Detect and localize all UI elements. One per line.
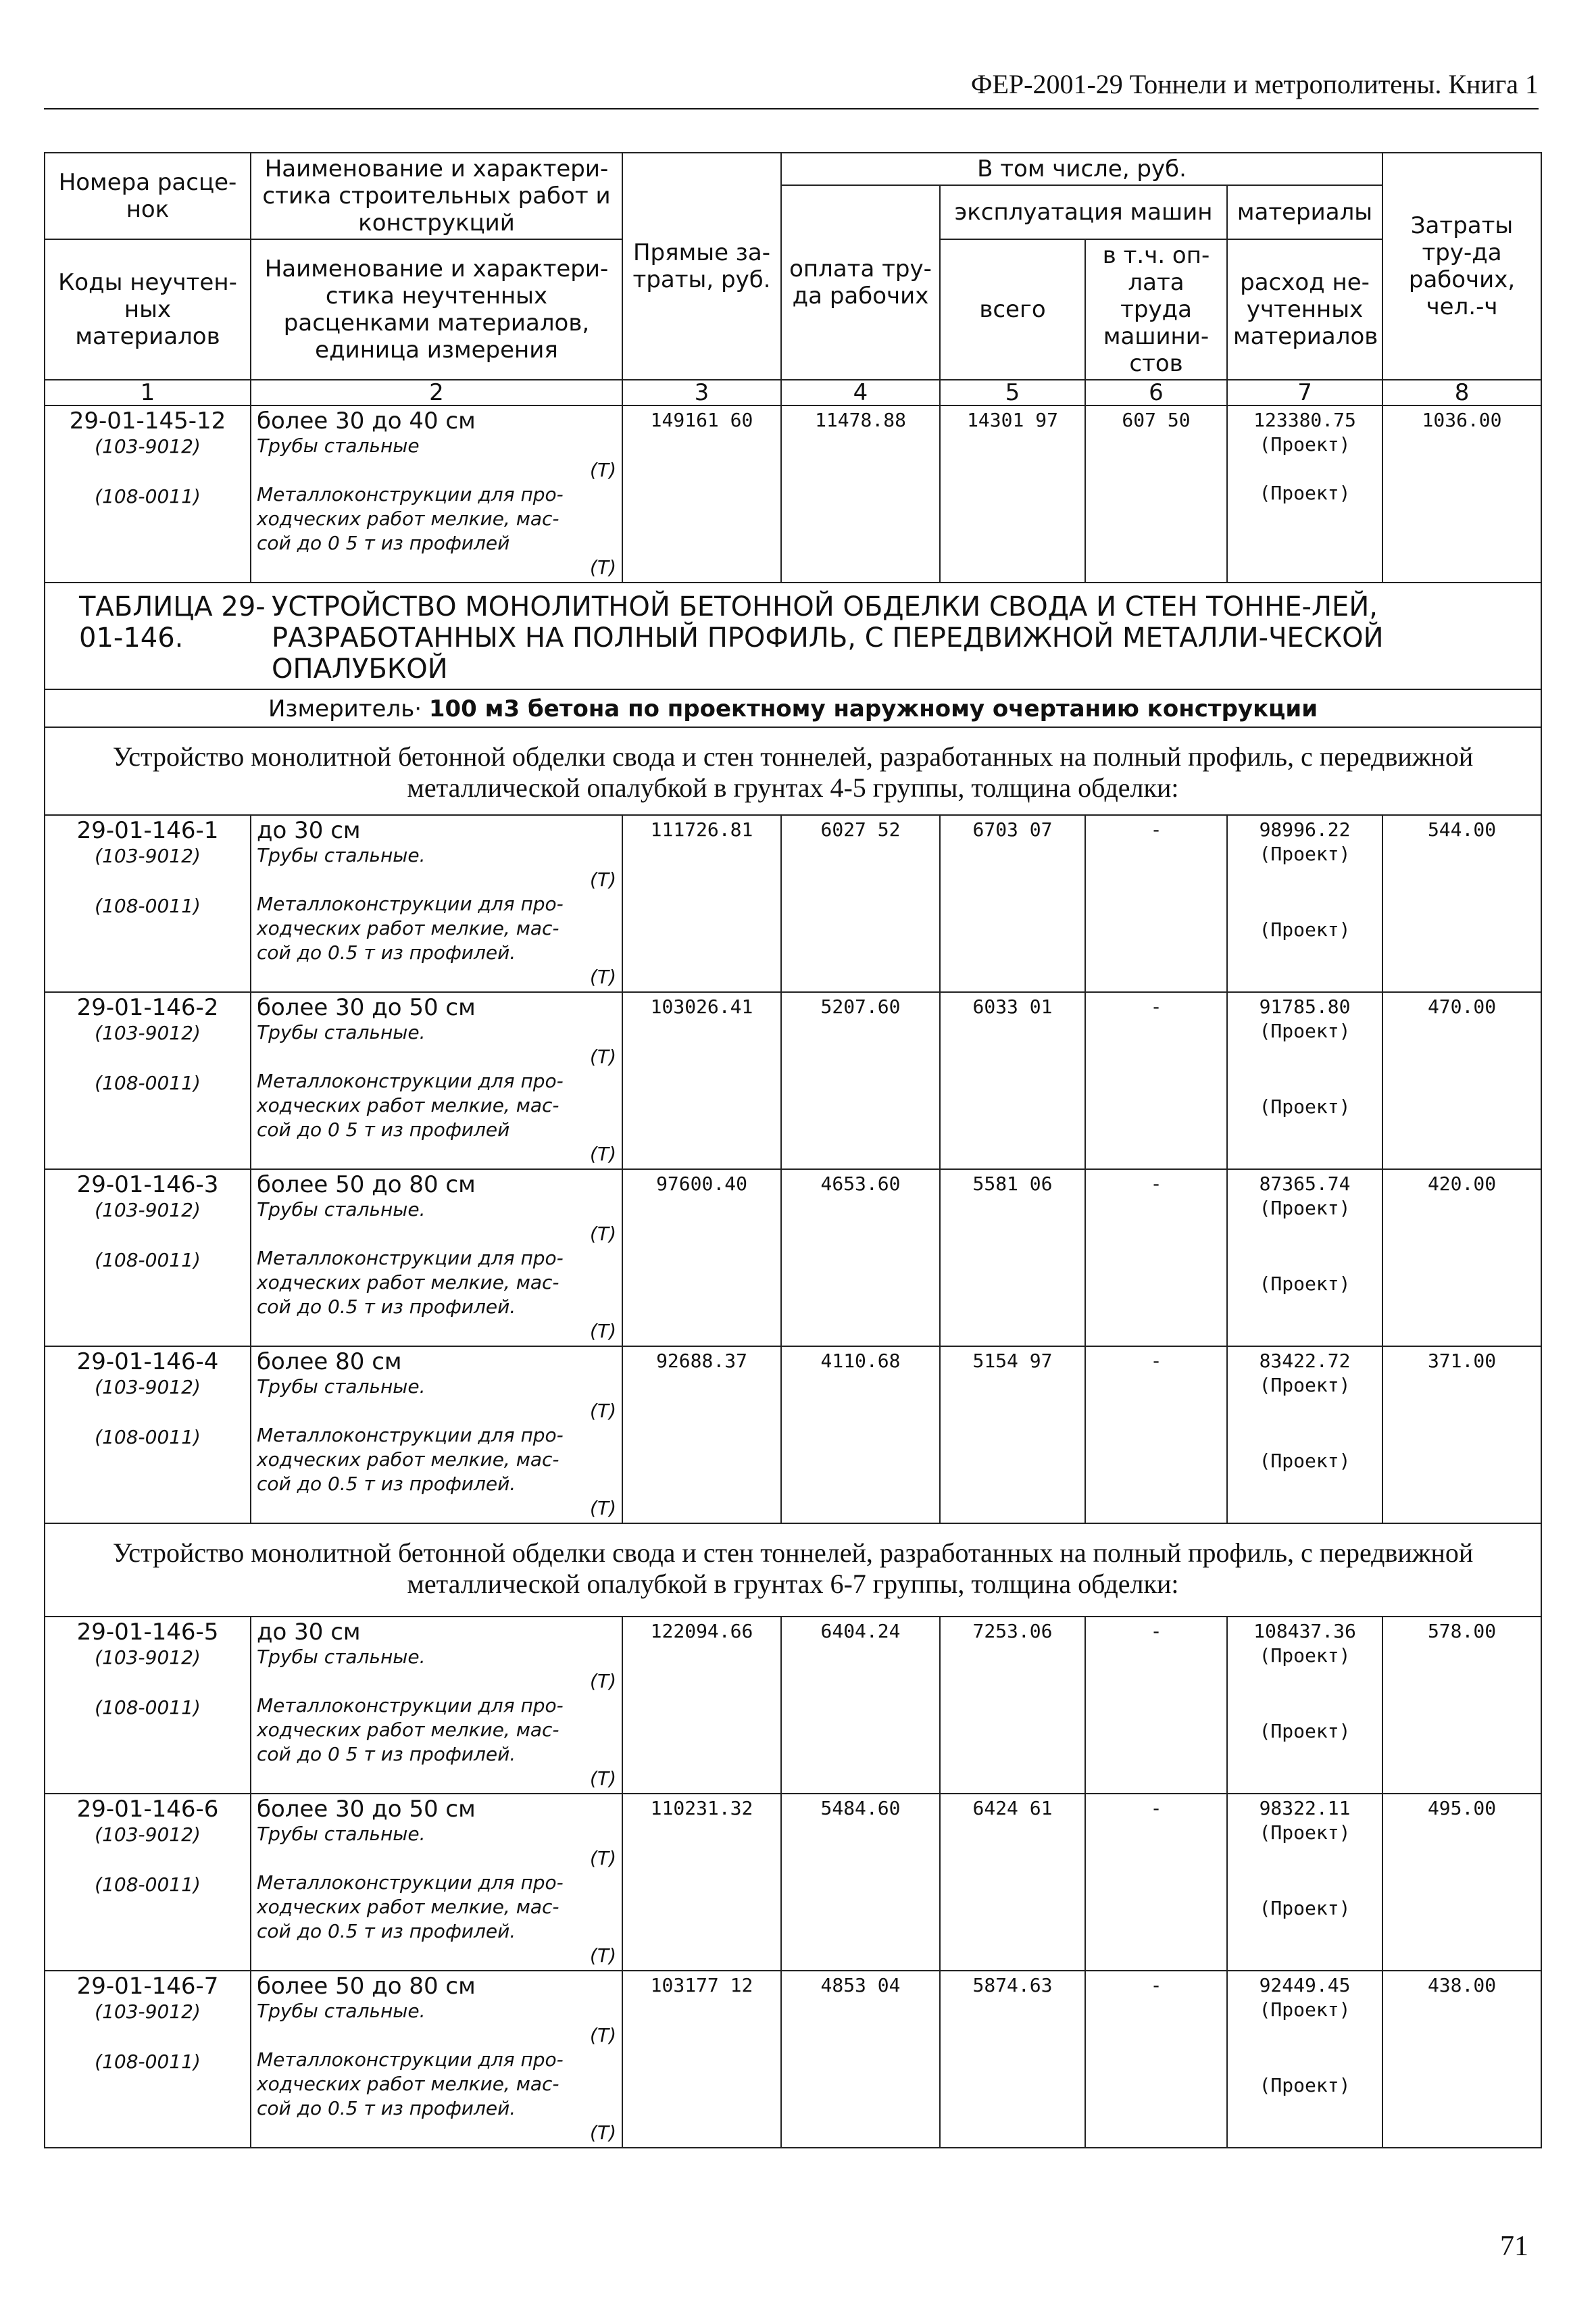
material-name: Трубы стальные. bbox=[257, 844, 426, 866]
project-note: (Проект) bbox=[1259, 2074, 1351, 2096]
unit: (Т) bbox=[590, 1497, 616, 1519]
project-note: (Проект) bbox=[1259, 1273, 1351, 1295]
col1-header-top: Номера расце-нок bbox=[45, 153, 251, 239]
material-code: (103-9012) bbox=[95, 1199, 201, 1221]
table-row bbox=[45, 1346, 1541, 1523]
material-name: Трубы стальные bbox=[257, 435, 420, 457]
project-note: (Проект) bbox=[1259, 1998, 1351, 2021]
table-row bbox=[45, 1169, 1541, 1346]
machinists-pay: - bbox=[1085, 1971, 1227, 2148]
machines-total: 5154 97 bbox=[940, 1346, 1085, 1523]
material-code: (103-9012) bbox=[95, 1022, 201, 1044]
material-name: Трубы стальные. bbox=[257, 1646, 426, 1668]
col-number: 6 bbox=[1085, 380, 1227, 405]
materials-value: 91785.80 bbox=[1259, 995, 1351, 1018]
table-row bbox=[45, 1617, 1541, 1794]
materials-value: 98322.11 bbox=[1259, 1797, 1351, 1819]
material-name: ходческих работ мелкие, мас- bbox=[257, 1094, 559, 1116]
material-name: Трубы стальные. bbox=[257, 1375, 426, 1398]
material-name: ходческих работ мелкие, мас- bbox=[257, 917, 559, 939]
material-name: ходческих работ мелкие, мас- bbox=[257, 508, 559, 530]
material-name: ходческих работ мелкие, мас- bbox=[257, 1271, 559, 1294]
unit: (Т) bbox=[590, 1045, 616, 1068]
direct-costs: 92688.37 bbox=[622, 1346, 781, 1523]
materials-value: 123380.75 bbox=[1253, 409, 1356, 431]
direct-costs: 111726.81 bbox=[622, 815, 781, 992]
unit: (Т) bbox=[590, 1320, 616, 1342]
material-name: Металлоконструкции для про- bbox=[257, 1424, 564, 1446]
material-name: ходческих работ мелкие, мас- bbox=[257, 1719, 559, 1741]
table-title bbox=[45, 583, 1541, 689]
unit: (Т) bbox=[590, 1767, 616, 1790]
material-name: сой до 0.5 т из профилей. bbox=[257, 1296, 516, 1318]
work-name: более 30 до 40 см bbox=[257, 408, 476, 435]
unit: (Т) bbox=[590, 1670, 616, 1692]
machines-total: 5581 06 bbox=[940, 1169, 1085, 1346]
page-header: ФЕР-2001-29 Тоннели и метрополитены. Книга 1 bbox=[44, 68, 1539, 109]
table-row bbox=[45, 992, 1541, 1169]
unit: (Т) bbox=[590, 2024, 616, 2046]
project-note: (Проект) bbox=[1259, 1096, 1351, 1118]
labor-pay: 4853 04 bbox=[781, 1971, 940, 2148]
machinists-pay: - bbox=[1085, 992, 1227, 1169]
machines-header: эксплуатация машин bbox=[940, 185, 1227, 239]
rate-code: 29-01-146-4 bbox=[76, 1348, 219, 1375]
material-name: Металлоконструкции для про- bbox=[257, 1070, 564, 1092]
material-name: ходческих работ мелкие, мас- bbox=[257, 1896, 559, 1918]
project-note: (Проект) bbox=[1259, 1020, 1351, 1042]
labor-hours: 420.00 bbox=[1382, 1169, 1541, 1346]
material-code: (108-0011) bbox=[95, 1426, 201, 1448]
material-code: (103-9012) bbox=[95, 845, 201, 867]
rate-code: 29-01-146-6 bbox=[76, 1796, 219, 1823]
measure-line bbox=[45, 689, 1541, 727]
col5-header: всего bbox=[940, 239, 1085, 380]
col4-header: оплата тру-да рабочих bbox=[781, 185, 940, 380]
rates-table bbox=[44, 152, 1542, 2148]
machines-total: 14301 97 bbox=[940, 405, 1085, 583]
material-name: Металлоконструкции для про- bbox=[257, 1871, 564, 1894]
unit: (Т) bbox=[590, 1143, 616, 1165]
rate-code: 29-01-146-5 bbox=[76, 1619, 219, 1646]
rate-code: 29-01-146-3 bbox=[76, 1171, 219, 1198]
col-number: 3 bbox=[622, 380, 781, 405]
measure-label: Измеритель· bbox=[268, 695, 422, 722]
project-note: (Проект) bbox=[1259, 482, 1351, 504]
work-name: более 80 см bbox=[257, 1348, 402, 1375]
labor-hours: 578.00 bbox=[1382, 1617, 1541, 1794]
material-name: Металлоконструкции для про- bbox=[257, 1694, 564, 1717]
materials-value: 83422.72 bbox=[1259, 1350, 1351, 1372]
material-name: Металлоконструкции для про- bbox=[257, 483, 564, 506]
project-note: (Проект) bbox=[1259, 918, 1351, 941]
direct-costs: 110231.32 bbox=[622, 1794, 781, 1971]
project-note: (Проект) bbox=[1259, 1644, 1351, 1667]
material-name: сой до 0 5 т из профилей bbox=[257, 1118, 510, 1141]
labor-pay: 4110.68 bbox=[781, 1346, 940, 1523]
material-name: Трубы стальные. bbox=[257, 1021, 426, 1043]
project-note: (Проект) bbox=[1259, 1720, 1351, 1742]
rate-code: 29-01-145-12 bbox=[69, 408, 226, 435]
material-name: Металлоконструкции для про- bbox=[257, 893, 564, 915]
material-name: сой до 0 5 т из профилей. bbox=[257, 1743, 516, 1765]
material-code: (108-0011) bbox=[95, 1696, 201, 1719]
table-row bbox=[45, 1794, 1541, 1971]
labor-pay: 5207.60 bbox=[781, 992, 940, 1169]
labor-hours: 495.00 bbox=[1382, 1794, 1541, 1971]
unit: (Т) bbox=[590, 459, 616, 481]
direct-costs: 103177 12 bbox=[622, 1971, 781, 2148]
direct-costs: 103026.41 bbox=[622, 992, 781, 1169]
material-code: (108-0011) bbox=[95, 1072, 201, 1094]
labor-pay: 5484.60 bbox=[781, 1794, 940, 1971]
rate-code: 29-01-146-2 bbox=[76, 994, 219, 1021]
unit: (Т) bbox=[590, 868, 616, 891]
materials-header: материалы bbox=[1227, 185, 1382, 239]
material-name: ходческих работ мелкие, мас- bbox=[257, 1448, 559, 1471]
machinists-pay: - bbox=[1085, 1794, 1227, 1971]
material-code: (103-9012) bbox=[95, 1646, 201, 1669]
col7-header: расход не-учтенных материалов bbox=[1227, 239, 1382, 380]
machinists-pay: - bbox=[1085, 1346, 1227, 1523]
work-name: более 30 до 50 см bbox=[257, 994, 476, 1021]
material-name: сой до 0 5 т из профилей bbox=[257, 532, 510, 554]
unit: (Т) bbox=[590, 1944, 616, 1967]
machinists-pay: 607 50 bbox=[1085, 405, 1227, 583]
col3-header: Прямые за-траты, руб. bbox=[622, 153, 781, 380]
material-name: ходческих работ мелкие, мас- bbox=[257, 2073, 559, 2095]
direct-costs: 149161 60 bbox=[622, 405, 781, 583]
materials-value: 87365.74 bbox=[1259, 1173, 1351, 1195]
col2-header-top: Наименование и характери-стика строительных работ и конструкций bbox=[251, 153, 622, 239]
labor-pay: 6404.24 bbox=[781, 1617, 940, 1794]
materials-value: 92449.45 bbox=[1259, 1974, 1351, 1996]
unit: (Т) bbox=[590, 556, 616, 578]
material-name: сой до 0.5 т из профилей. bbox=[257, 941, 516, 964]
project-note: (Проект) bbox=[1259, 1897, 1351, 1919]
material-code: (108-0011) bbox=[95, 1873, 201, 1896]
machinists-pay: - bbox=[1085, 1617, 1227, 1794]
materials-value: 108437.36 bbox=[1253, 1620, 1356, 1642]
machines-total: 7253.06 bbox=[940, 1617, 1085, 1794]
project-note: (Проект) bbox=[1259, 433, 1351, 456]
project-note: (Проект) bbox=[1259, 1821, 1351, 1844]
machinists-pay: - bbox=[1085, 815, 1227, 992]
section-heading: Устройство монолитной бетонной обделки свода и стен тоннелей, разработанных на полный профиль, с передвижной металлической опалубкой в грунтах 6-7 группы, толщина обделки: bbox=[45, 1523, 1541, 1617]
col8-header: Затраты тру-да рабочих, чел.-ч bbox=[1382, 153, 1541, 380]
col-number: 7 bbox=[1227, 380, 1382, 405]
project-note: (Проект) bbox=[1259, 843, 1351, 865]
material-code: (108-0011) bbox=[95, 2050, 201, 2073]
material-name: Металлоконструкции для про- bbox=[257, 2048, 564, 2071]
machines-total: 6424 61 bbox=[940, 1794, 1085, 1971]
material-code: (103-9012) bbox=[95, 1376, 201, 1398]
direct-costs: 122094.66 bbox=[622, 1617, 781, 1794]
table-row bbox=[45, 405, 1541, 583]
unit: (Т) bbox=[590, 1400, 616, 1422]
col6-header: в т.ч. оп-лата труда машини-стов bbox=[1085, 239, 1227, 380]
project-note: (Проект) bbox=[1259, 1374, 1351, 1396]
material-code: (108-0011) bbox=[95, 485, 201, 508]
table-row bbox=[45, 815, 1541, 992]
col-number: 4 bbox=[781, 380, 940, 405]
machines-total: 5874.63 bbox=[940, 1971, 1085, 2148]
machines-total: 6033 01 bbox=[940, 992, 1085, 1169]
col2-header-bottom: Наименование и характери-стика неучтенных расценками материалов, единица измерения bbox=[251, 239, 622, 380]
rate-code: 29-01-146-7 bbox=[76, 1973, 219, 2000]
material-code: (108-0011) bbox=[95, 1249, 201, 1271]
labor-hours: 1036.00 bbox=[1382, 405, 1541, 583]
unit: (Т) bbox=[590, 1847, 616, 1869]
labor-pay: 4653.60 bbox=[781, 1169, 940, 1346]
page-number: 71 bbox=[1500, 2231, 1528, 2262]
measure-value: 100 м3 бетона по проектному наружному очертанию конструкции bbox=[428, 695, 1318, 722]
unit: (Т) bbox=[590, 1223, 616, 1245]
col1-header-bottom: Коды неучтен-ных материалов bbox=[45, 239, 251, 380]
material-code: (103-9012) bbox=[95, 2000, 201, 2023]
labor-pay: 11478.88 bbox=[781, 405, 940, 583]
machines-total: 6703 07 bbox=[940, 815, 1085, 992]
material-name: сой до 0.5 т из профилей. bbox=[257, 1920, 516, 1942]
col-number: 1 bbox=[45, 380, 251, 405]
material-name: Трубы стальные. bbox=[257, 2000, 426, 2022]
table-title-text: УСТРОЙСТВО МОНОЛИТНОЙ БЕТОННОЙ ОБДЕЛКИ СВОДА И СТЕН ТОННЕ-ЛЕЙ, РАЗРАБОТАННЫХ НА ПОЛНЫЙ ПРОФИЛЬ, С ПЕРЕДВИЖНОЙ МЕТАЛЛИ-ЧЕСКОЙ ОПАЛУБКОЙ bbox=[272, 591, 1384, 685]
work-name: более 30 до 50 см bbox=[257, 1796, 476, 1823]
labor-hours: 470.00 bbox=[1382, 992, 1541, 1169]
material-name: Металлоконструкции для про- bbox=[257, 1247, 564, 1269]
labor-hours: 544.00 bbox=[1382, 815, 1541, 992]
direct-costs: 97600.40 bbox=[622, 1169, 781, 1346]
materials-value: 98996.22 bbox=[1259, 818, 1351, 841]
project-note: (Проект) bbox=[1259, 1450, 1351, 1472]
material-name: Трубы стальные. bbox=[257, 1198, 426, 1221]
material-name: Трубы стальные. bbox=[257, 1823, 426, 1845]
table-label: ТАБЛИЦА 29-01-146. bbox=[79, 591, 266, 654]
work-name: до 30 см bbox=[257, 1619, 361, 1646]
material-code: (108-0011) bbox=[95, 895, 201, 917]
machinists-pay: - bbox=[1085, 1169, 1227, 1346]
material-code: (103-9012) bbox=[95, 1823, 201, 1846]
work-name: более 50 до 80 см bbox=[257, 1973, 476, 2000]
rate-code: 29-01-146-1 bbox=[76, 817, 219, 844]
project-note: (Проект) bbox=[1259, 1197, 1351, 1219]
including-header: В том числе, руб. bbox=[781, 153, 1382, 185]
table-row bbox=[45, 1971, 1541, 2148]
unit: (Т) bbox=[590, 966, 616, 988]
material-name: сой до 0.5 т из профилей. bbox=[257, 2097, 516, 2119]
material-code: (103-9012) bbox=[95, 435, 201, 458]
material-name: сой до 0.5 т из профилей. bbox=[257, 1473, 516, 1495]
section-heading: Устройство монолитной бетонной обделки свода и стен тоннелей, разработанных на полный профиль, с передвижной металлической опалубкой в грунтах 4-5 группы, толщина обделки: bbox=[45, 727, 1541, 815]
labor-pay: 6027 52 bbox=[781, 815, 940, 992]
labor-hours: 438.00 bbox=[1382, 1971, 1541, 2148]
work-name: более 50 до 80 см bbox=[257, 1171, 476, 1198]
col-number: 2 bbox=[251, 380, 622, 405]
col-number: 5 bbox=[940, 380, 1085, 405]
unit: (Т) bbox=[590, 2121, 616, 2144]
work-name: до 30 см bbox=[257, 817, 361, 844]
labor-hours: 371.00 bbox=[1382, 1346, 1541, 1523]
col-number: 8 bbox=[1382, 380, 1541, 405]
